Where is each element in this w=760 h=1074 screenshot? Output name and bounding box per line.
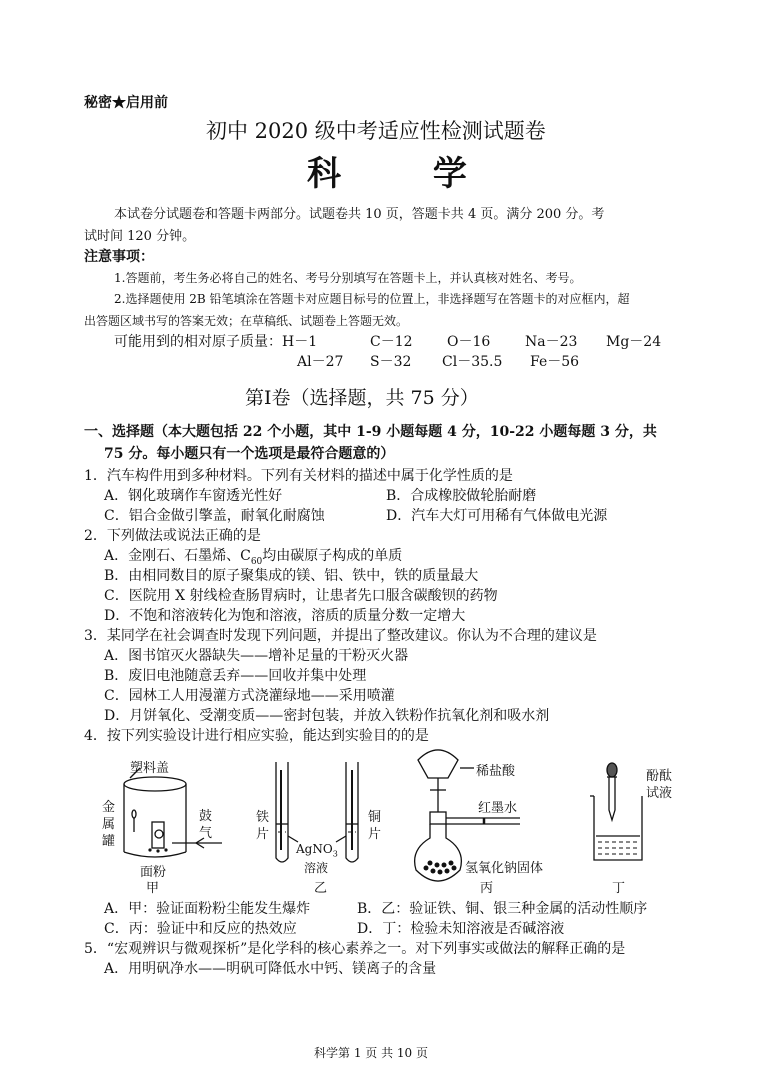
q3-stem: 3．某同学在社会调查时发现下列问题，并提出了整改建议。你认为不合理的建议是 (84, 628, 597, 644)
part-instructions-line-2: 75 分。每小题只有一个选项是最符合题意的） (104, 446, 395, 462)
intro-line-2: 试时间 120 分钟。 (84, 229, 196, 244)
confidential-mark: 秘密★启用前 (84, 95, 168, 111)
c60-subscript: 60 (250, 556, 263, 567)
yi-copper-label-2: 片 (368, 827, 382, 842)
jia-blow-label-1: 鼓 (199, 809, 213, 824)
atomic-mass-c: C－12 (370, 334, 413, 350)
q2-option-c: C．医院用 X 射线检查肠胃病时，让患者先口服含碳酸钡的药物 (104, 588, 498, 604)
q1-option-c: C．铝合金做引擎盖，耐氧化耐腐蚀 (104, 508, 325, 524)
q2-option-d: D．不饱和溶液转化为饱和溶液，溶质的质量分数一定增大 (104, 608, 466, 624)
bing-solid-label: 氢氧化钠固体 (465, 861, 544, 876)
q3-option-b: B．废旧电池随意丢弃——回收并集中处理 (104, 668, 367, 684)
q2-option-b: B．由相同数目的原子聚集成的镁、铝、铁中，铁的质量最大 (104, 568, 479, 584)
note-2-line-1: 2.选择题使用 2B 铅笔填涂在答题卡对应题目标号的位置上，非选择题写在答题卡的对应框内，超 (114, 292, 630, 306)
q4-option-a: A．甲：验证面粉粉尘能发生爆炸 (104, 901, 311, 917)
exam-title: 初中 2020 级中考适应性检测试题卷 (206, 119, 546, 143)
q3-option-c: C．园林工人用漫灌方式浇灌绿地——采用喷灌 (104, 688, 395, 704)
jia-can-label-3: 罐 (102, 834, 116, 849)
yi-iron-label-1: 铁 (256, 810, 270, 825)
intro-line-1: 本试卷分试题卷和答题卡两部分。试题卷共 10 页，答题卡共 4 页。满分 200 分。考 (114, 207, 605, 222)
bing-acid-label: 稀盐酸 (476, 764, 516, 779)
atomic-mass-na: Na－23 (525, 334, 578, 350)
q5-option-a: A．用明矾净水——明矾可降低水中钙、镁离子的含量 (104, 961, 437, 977)
ding-phenolphthalein-label-1: 酚酞 (646, 769, 673, 784)
subject-title: 科 学 (307, 154, 507, 194)
note-2-line-2: 出答题区域书写的答案无效；在草稿纸、试题卷上答题无效。 (84, 314, 409, 328)
ding-phenolphthalein-label-2: 试液 (646, 786, 673, 801)
bing-caption: 丙 (480, 881, 494, 896)
yi-iron-label-2: 片 (256, 827, 270, 842)
figure-ding-beaker (590, 763, 642, 860)
q1-option-d: D．汽车大灯可用稀有气体做电光源 (386, 508, 608, 524)
bing-ink-label: 红墨水 (478, 801, 518, 816)
q2-option-a: A．金刚石、石墨烯、$C_{60}$均由碳原子构成的单质 (104, 548, 403, 567)
q1-option-b: B．合成橡胶做轮胎耐磨 (386, 488, 537, 504)
jia-blow-label-2: 气 (199, 826, 213, 841)
ding-caption: 丁 (612, 881, 626, 896)
atomic-mass-fe: Fe－56 (530, 354, 580, 370)
yi-solution-label: 溶液 (304, 861, 329, 875)
jia-flour-label: 面粉 (140, 865, 167, 880)
q4-option-b: B．乙：验证铁、铜、银三种金属的活动性顺序 (357, 901, 648, 917)
atomic-mass-o: O－16 (447, 334, 491, 350)
atomic-mass-al: Al－27 (297, 354, 344, 370)
jia-can-label-1: 金 (102, 800, 116, 815)
q1-stem: 1．汽车构件用到多种材料。下列有关材料的描述中属于化学性质的是 (84, 468, 513, 484)
atomic-mass-label: 可能用到的相对原子质量： (114, 334, 282, 350)
yi-agno3-label: AgNO$_3$ (296, 842, 338, 859)
section-title: 第Ⅰ卷（选择题，共 75 分） (245, 387, 479, 409)
q4-option-d: D．丁：检验未知溶液是否碱溶液 (357, 921, 565, 937)
jia-can-label-2: 属 (102, 817, 116, 832)
jia-lid-label: 塑料盖 (130, 761, 170, 776)
q4-option-c: C．丙：验证中和反应的热效应 (104, 921, 297, 937)
q4-stem: 4．按下列实验设计进行相应实验，能达到实验目的的是 (84, 728, 429, 744)
q3-option-a: A．图书馆灭火器缺失——增补足量的干粉灭火器 (104, 648, 409, 664)
notes-heading: 注意事项： (84, 249, 154, 265)
atomic-mass-s: S－32 (370, 354, 412, 370)
atomic-mass-mg: Mg－24 (606, 334, 662, 350)
atomic-mass-h: H－1 (282, 334, 318, 350)
q2-stem: 2．下列做法或说法正确的是 (84, 528, 261, 544)
agno3-subscript: 3 (332, 849, 338, 859)
note-1: 1.答题前，考生务必将自己的姓名、考号分别填写在答题卡上，并认真核对姓名、考号。 (114, 271, 582, 285)
jia-caption: 甲 (146, 881, 160, 896)
yi-caption: 乙 (314, 881, 328, 896)
atomic-mass-cl: Cl－35.5 (442, 354, 503, 370)
part-instructions-line-1: 一、选择题（本大题包括 22 个小题，其中 1-9 小题每题 4 分，10-22 小题每题 3 分，共 (84, 424, 657, 440)
yi-copper-label-1: 铜 (368, 810, 382, 825)
q3-option-d: D．月饼氧化、受潮变质——密封包装，并放入铁粉作抗氧化剂和吸水剂 (104, 708, 550, 724)
page-footer: 科学第 1 页 共 10 页 (314, 1046, 428, 1060)
q5-stem: 5．“宏观辨识与微观探析”是化学科的核心素养之一。对下列事实或做法的解释正确的是 (84, 941, 626, 957)
q1-option-a: A．钢化玻璃作车窗透光性好 (104, 488, 283, 504)
